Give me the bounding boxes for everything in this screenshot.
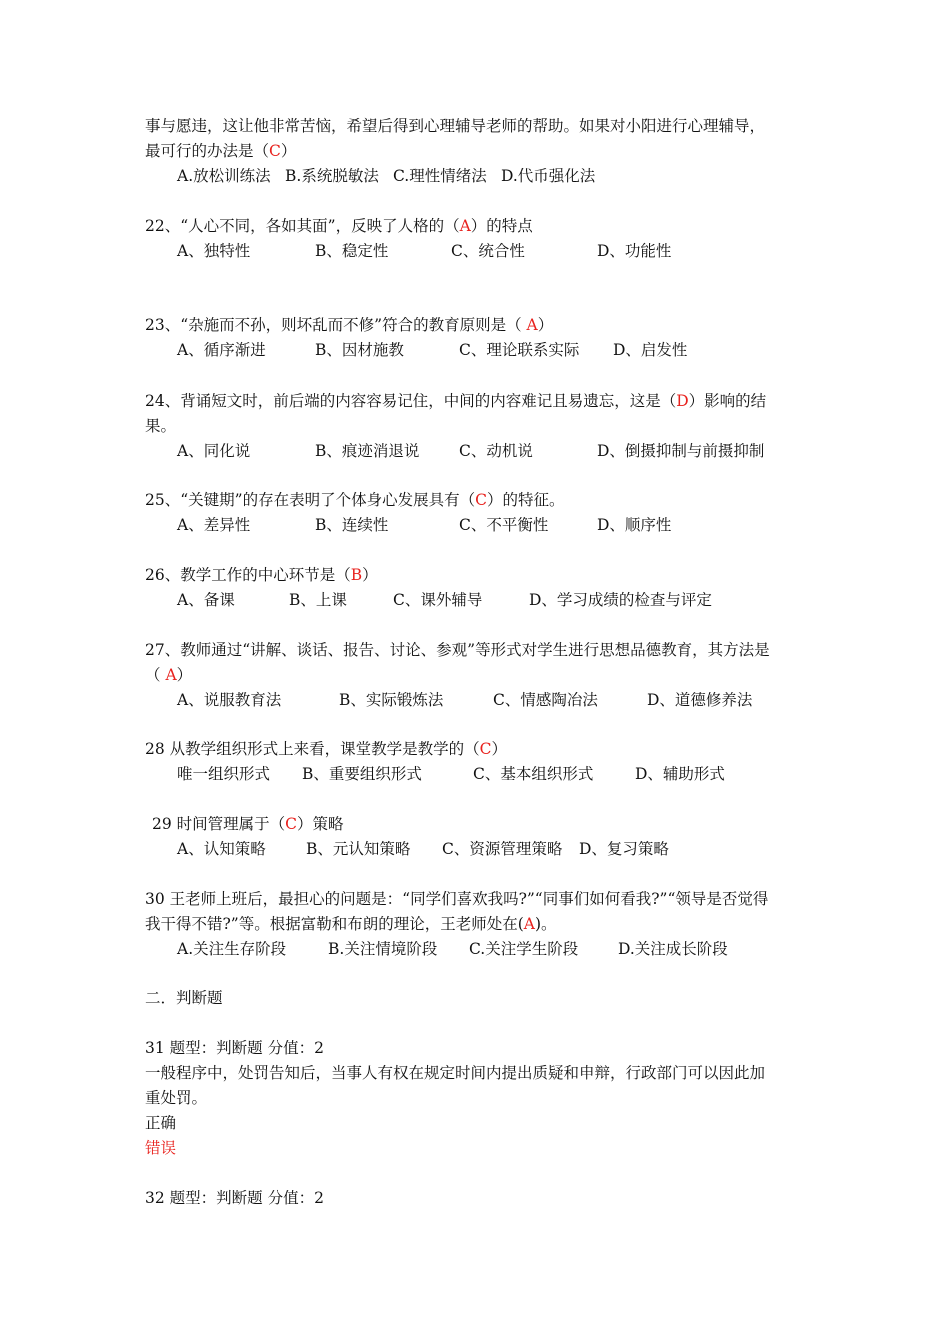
q24-stem-prefix: 24、背诵短文时，前后端的内容容易记住，中间的内容难记且易遗忘，这是（ — [145, 392, 677, 410]
q27-stem-suffix: ） — [176, 666, 193, 684]
q21-option-c: C.理性情绪法 — [393, 167, 487, 185]
q29-stem-suffix: ）策略 — [297, 815, 344, 833]
q27-stem-prefix: （ — [145, 666, 166, 684]
q27-option-c: C、情感陶冶法 — [493, 691, 598, 709]
q26-stem — [145, 563, 378, 587]
q29-option-b: B、元认知策略 — [306, 840, 411, 858]
q24-option-d: D、倒摄抑制与前摄抑制 — [597, 442, 765, 460]
q27-stem-line2 — [145, 663, 192, 687]
q30-answer: A — [523, 915, 535, 933]
q23-option-c: C、理论联系实际 — [459, 341, 580, 359]
q25-option-a: A、差异性 — [177, 516, 251, 534]
q26-answer: B — [350, 566, 363, 584]
q30-option-b: B.关注情境阶段 — [328, 940, 438, 958]
q32-meta: 32 题型：判断题 分值：2 — [145, 1189, 324, 1207]
section-title-true-false: 二．判断题 — [145, 989, 223, 1007]
q29-stem — [152, 812, 344, 836]
q21-answer: C — [269, 142, 281, 160]
q28-stem — [145, 737, 507, 761]
q22-option-c: C、统合性 — [451, 242, 525, 260]
q28-stem-suffix: ） — [491, 740, 508, 758]
q30-stem-suffix: )。 — [535, 915, 557, 933]
q24-option-a: A、同化说 — [177, 442, 251, 460]
q21-stem-prefix: 最可行的办法是（ — [145, 142, 270, 160]
q27-option-b: B、实际锻炼法 — [339, 691, 444, 709]
q30-stem-line1: 30 王老师上班后，最担心的问题是：“同学们喜欢我吗?”“同事们如何看我?”“领导是否觉得 — [145, 890, 769, 908]
q25-stem — [145, 488, 564, 512]
q21-option-b: B.系统脱敏法 — [285, 167, 379, 185]
q23-stem-suffix: ） — [537, 316, 554, 334]
q23-stem-prefix: 23、“杂施而不孙，则坏乱而不修”符合的教育原则是（ — [145, 316, 527, 334]
q23-option-a: A、循序渐进 — [177, 341, 266, 359]
q25-option-c: C、不平衡性 — [459, 516, 549, 534]
q30-option-d: D.关注成长阶段 — [618, 940, 728, 958]
q26-option-c: C、课外辅导 — [393, 591, 483, 609]
q28-option-c: C、基本组织形式 — [473, 765, 594, 783]
q24-option-c: C、动机说 — [459, 442, 533, 460]
q30-stem-line2 — [145, 912, 557, 936]
q29-option-d: D、复习策略 — [579, 840, 669, 858]
q23-option-b: B、因材施教 — [315, 341, 404, 359]
q26-stem-suffix: ） — [362, 566, 378, 584]
q22-answer: A — [459, 217, 471, 235]
q28-option-a: 唯一组织形式 — [177, 765, 271, 783]
q21-stem-line2 — [145, 139, 296, 163]
q25-stem-prefix: 25、“关键期”的存在表明了个体身心发展具有（ — [145, 491, 476, 509]
q27-option-a: A、说服教育法 — [177, 691, 282, 709]
q21-stem-line1: 事与愿违，这让他非常苦恼，希望后得到心理辅导老师的帮助。如果对小阳进行心理辅导， — [145, 117, 766, 135]
q30-stem-prefix: 我干得不错?”等。根据富勒和布朗的理论，王老师处在( — [145, 915, 524, 933]
q21-stem-suffix: ） — [280, 142, 297, 160]
q24-option-b: B、痕迹消退说 — [315, 442, 420, 460]
q30-option-c: C.关注学生阶段 — [469, 940, 579, 958]
q21-option-a: A.放松训练法 — [177, 167, 271, 185]
q23-stem — [145, 313, 553, 337]
q24-stem-suffix: ）影响的结 — [688, 392, 767, 410]
q25-option-d: D、顺序性 — [597, 516, 672, 534]
q22-option-b: B、稳定性 — [315, 242, 389, 260]
q27-option-d: D、道德修养法 — [647, 691, 753, 709]
q25-stem-suffix: ）的特征。 — [486, 491, 565, 509]
q28-answer: C — [479, 740, 492, 758]
q22-stem — [145, 214, 533, 238]
q26-option-a: A、备课 — [177, 591, 235, 609]
q29-stem-prefix: 29 时间管理属于（ — [152, 815, 286, 833]
q25-option-b: B、连续性 — [315, 516, 389, 534]
q22-stem-prefix: 22、“人心不同，各如其面”，反映了人格的（ — [145, 217, 460, 235]
q22-option-d: D、功能性 — [597, 242, 672, 260]
q24-stem-line2: 果。 — [145, 417, 177, 435]
q22-option-a: A、独特性 — [177, 242, 251, 260]
q29-option-c: C、资源管理策略 — [442, 840, 563, 858]
q21-option-d: D.代币强化法 — [501, 167, 596, 185]
q31-stem-line1: 一般程序中，处罚告知后，当事人有权在规定时间内提出质疑和申辩，行政部门可以因此加 — [145, 1064, 766, 1082]
q29-answer: C — [285, 815, 298, 833]
q31-choice-false: 错误 — [145, 1139, 177, 1157]
q23-option-d: D、启发性 — [613, 341, 688, 359]
q24-answer: D — [676, 392, 689, 410]
q31-meta: 31 题型：判断题 分值：2 — [145, 1039, 324, 1057]
q22-stem-suffix: ）的特点 — [470, 217, 533, 235]
q26-stem-prefix: 26、教学工作的中心环节是（ — [145, 566, 351, 584]
q24-stem — [145, 389, 766, 413]
q28-option-d: D、辅助形式 — [635, 765, 725, 783]
q30-option-a: A.关注生存阶段 — [177, 940, 287, 958]
q29-option-a: A、认知策略 — [177, 840, 266, 858]
q25-answer: C — [475, 491, 487, 509]
q26-option-d: D、学习成绩的检查与评定 — [529, 591, 712, 609]
q31-stem-line2: 重处罚。 — [145, 1089, 208, 1107]
q27-answer: A — [165, 666, 177, 684]
q23-answer: A — [526, 316, 538, 334]
q31-choice-true: 正确 — [145, 1114, 177, 1132]
q28-stem-prefix: 28 从教学组织形式上来看，课堂教学是教学的（ — [145, 740, 480, 758]
q26-option-b: B、上课 — [289, 591, 347, 609]
q27-stem-line1: 27、教师通过“讲解、谈话、报告、讨论、参观”等形式对学生进行思想品德教育，其方法是 — [145, 641, 770, 659]
q28-option-b: B、重要组织形式 — [302, 765, 422, 783]
